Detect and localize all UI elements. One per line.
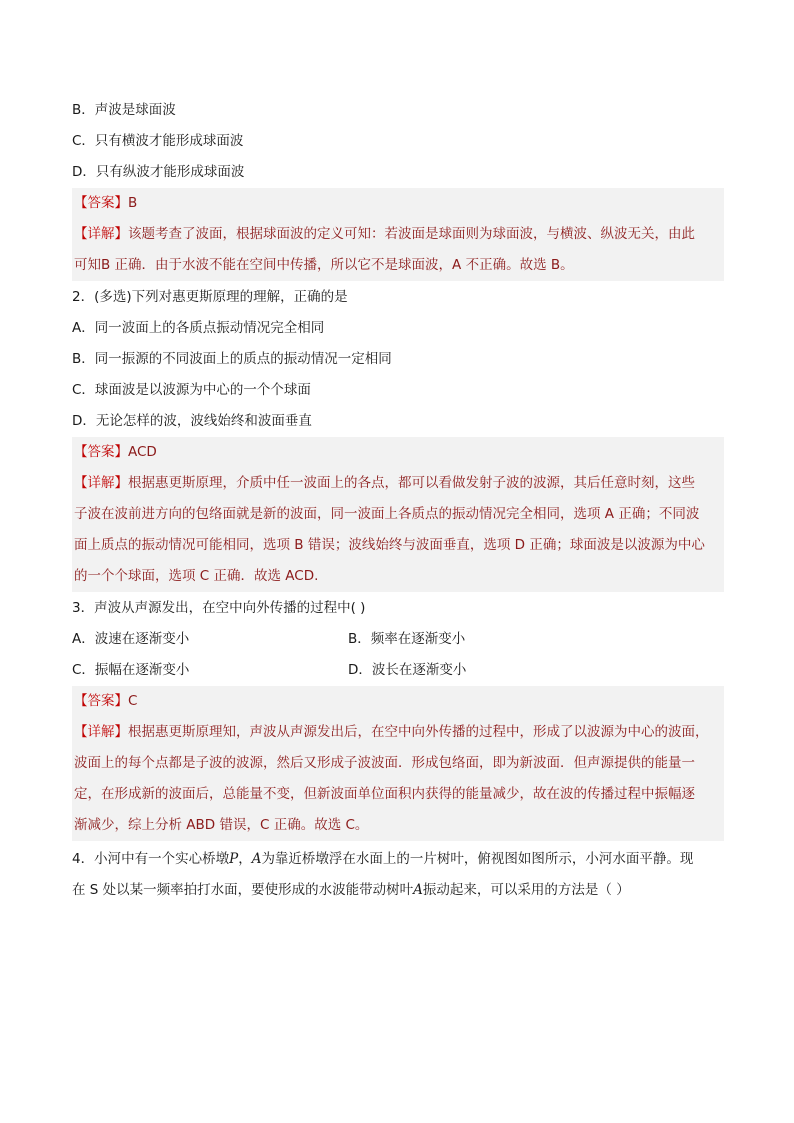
- q2-detail-row-4: [72, 561, 724, 592]
- q4-var-p: P: [229, 851, 239, 867]
- q3-detail-row-2: [72, 748, 724, 779]
- detail-tag: 【详解】: [74, 226, 128, 242]
- detail-tag: 【详解】: [74, 475, 128, 491]
- q1-answer: B: [128, 195, 138, 211]
- q2-detail-row-3: [72, 530, 724, 561]
- q4-var-a: A: [251, 851, 262, 867]
- q1-detail-row-1: [72, 219, 724, 250]
- q3-option-c: C．振幅在逐渐变小: [72, 662, 190, 678]
- q3-answer-block: [72, 686, 724, 841]
- answer-tag: 【答案】: [74, 693, 128, 709]
- q3-option-d: D．波长在逐渐变小: [348, 662, 467, 678]
- q4-stem-text: 振动起来，可以采用的方法是（ ）: [422, 882, 630, 898]
- answer-tag: 【答案】: [74, 195, 128, 211]
- q2-detail-line: 根据惠更斯原理，介质中任一波面上的各点，都可以看做发射子波的波源，其后任意时刻，这些: [128, 475, 695, 491]
- q3-detail-row-4: [72, 810, 724, 841]
- q3-option-b: B．频率在逐渐变小: [348, 631, 466, 647]
- q3-answer-row: [72, 686, 724, 717]
- q2-option-c: C．球面波是以波源为中心的一个个球面: [72, 382, 311, 398]
- q1-detail-line: 可知B 正确．由于水波不能在空间中传播，所以它不是球面波，A 不正确。故选 B。: [74, 257, 574, 273]
- q2-detail-line: 面上质点的振动情况可能相同，选项 B 错误；波线始终与波面垂直，选项 D 正确；球面波是以波源为中心: [74, 537, 705, 553]
- detail-tag: 【详解】: [74, 724, 128, 740]
- q2-detail-row-1: [72, 468, 724, 499]
- q4-stem-text: 在 S 处以某一频率拍打水面，要使形成的水波能带动树叶: [72, 882, 414, 898]
- q3-detail-row-1: [72, 717, 724, 748]
- q4-stem-text: 4．小河中有一个实心桥墩: [72, 851, 230, 867]
- q2-detail-line: 的一个个球面，选项 C 正确．故选 ACD.: [74, 568, 319, 584]
- q2-option-d: D．无论怎样的波，波线始终和波面垂直: [72, 413, 312, 429]
- q1-option-b: B．声波是球面波: [72, 102, 176, 118]
- q3-option-a: A．波速在逐渐变小: [72, 631, 190, 647]
- q1-option-c: C．只有横波才能形成球面波: [72, 133, 244, 149]
- q1-detail-row-2: [72, 250, 724, 281]
- q2-answer-row: [72, 437, 724, 468]
- q2-detail-row-2: [72, 499, 724, 530]
- q3-detail-row-3: [72, 779, 724, 810]
- q2-stem: 2．(多选)下列对惠更斯原理的理解，正确的是: [72, 289, 348, 305]
- q4-stem-text: 为靠近桥墩浮在水面上的一片树叶，俯视图如图所示，小河水面平静。现: [261, 851, 694, 867]
- q3-detail-line: 根据惠更斯原理知，声波从声源发出后，在空中向外传播的过程中，形成了以波源为中心的波面，: [128, 724, 709, 740]
- q3-stem: 3．声波从声源发出，在空中向外传播的过程中( ): [72, 600, 366, 616]
- q3-detail-line: 渐减少，综上分析 ABD 错误，C 正确。故选 C。: [74, 817, 369, 833]
- q3-answer: C: [128, 693, 138, 709]
- q2-detail-line: 子波在波前进方向的包络面就是新的波面，同一波面上各质点的振动情况完全相同，选项 A 正确；不同波: [74, 506, 700, 522]
- answer-tag: 【答案】: [74, 444, 128, 460]
- q2-answer: ACD: [128, 444, 157, 460]
- q4-stem-line-2: [72, 875, 724, 906]
- q2-option-b: B．同一振源的不同波面上的质点的振动情况一定相同: [72, 351, 392, 367]
- q2-answer-block: [72, 437, 724, 592]
- q2-option-a: A．同一波面上的各质点振动情况完全相同: [72, 320, 325, 336]
- q3-options-row-1: [72, 624, 724, 655]
- q1-answer-row: [72, 188, 724, 219]
- q4-stem-line-1: [72, 844, 724, 875]
- q1-option-d: D．只有纵波才能形成球面波: [72, 164, 245, 180]
- q3-detail-line: 定，在形成新的波面后，总能量不变，但新波面单位面积内获得的能量减少，故在波的传播过程中振幅逐: [74, 786, 695, 802]
- q4-var-a: A: [413, 882, 423, 898]
- q4-sep: ，: [238, 851, 252, 867]
- q3-options-row-2: [72, 655, 724, 686]
- q3-detail-line: 波面上的每个点都是子波的波源，然后又形成子波波面．形成包络面，即为新波面．但声源提供的能量一: [74, 755, 695, 771]
- q1-answer-block: [72, 188, 724, 281]
- q1-detail-line: 该题考查了波面，根据球面波的定义可知：若波面是球面则为球面波，与横波、纵波无关，由此: [128, 226, 695, 242]
